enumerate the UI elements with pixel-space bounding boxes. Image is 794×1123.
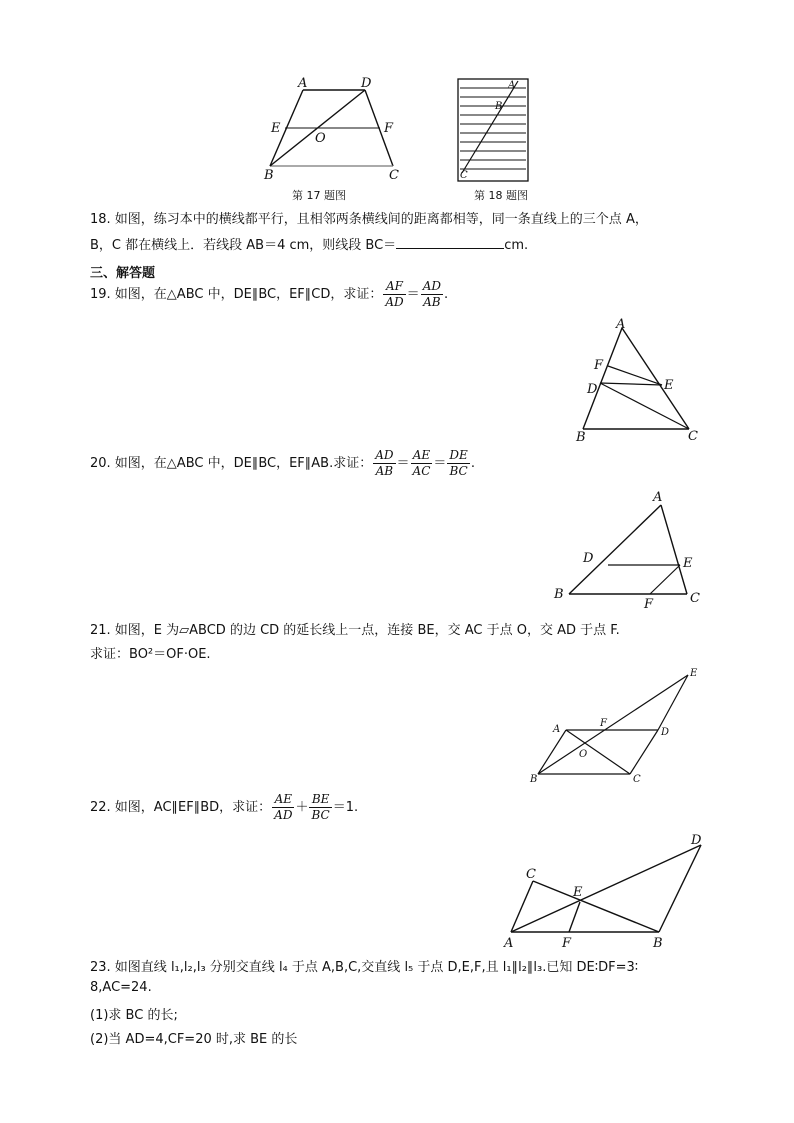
label-C: C — [690, 591, 700, 606]
q22-text: 22. 如图，AC∥EF∥BD，求证： — [90, 800, 272, 815]
label-C: C — [389, 168, 399, 182]
label-O: O — [315, 131, 326, 146]
fraction-ad-ab: $\frac{AD}{AB}$ — [422, 279, 441, 309]
label-D: D — [583, 551, 594, 566]
q20-text: 20. 如图，在△ABC 中，DE∥BC，EF∥AB.求证： — [90, 456, 373, 471]
label-D: D — [691, 833, 702, 848]
label-B: B — [264, 168, 274, 182]
fraction-ae-ac: $\frac{AE}{AC}$ — [412, 448, 431, 478]
caption-fig18: 第 18 题图 — [474, 189, 528, 202]
label-B: B — [576, 430, 586, 444]
label-C: C — [688, 429, 698, 444]
label-E: E — [271, 121, 281, 136]
label-D: D — [361, 76, 372, 91]
figure-20 — [550, 488, 710, 610]
q20-line: 20. 如图，在△ABC 中，DE∥BC，EF∥AB.求证： $\frac{AD}{AB}$ ＝ $\frac{AE}{AC}$ ＝ $\frac{DE}{BC}$ . — [90, 448, 475, 478]
fraction-ae-ad: $\frac{AE}{AD}$ — [274, 792, 293, 822]
section-title: 三、解答题 — [90, 266, 156, 281]
figure-22 — [496, 828, 710, 952]
fraction-be-bc: $\frac{BE}{BC}$ — [311, 792, 330, 822]
label-C: C — [526, 867, 536, 882]
label-E: E — [573, 885, 583, 900]
label-B: B — [653, 936, 663, 951]
q18-line2 — [90, 234, 528, 253]
figure-18 — [456, 77, 534, 183]
label-C: C — [460, 170, 468, 181]
label-F: F — [644, 597, 654, 610]
label-A: A — [298, 76, 308, 91]
label-F: F — [384, 121, 394, 136]
fraction-af-ad: $\frac{AF}{AD}$ — [385, 279, 404, 309]
label-B: B — [530, 774, 538, 785]
q18-line1: 18. 如图，练习本中的横线都平行，且相邻两条横线间的距离都相等，同一条直线上的三个点 A， — [90, 212, 648, 227]
label-E: E — [683, 556, 693, 571]
q18-line2-text: B，C 都在横线上．若线段 AB＝4 cm，则线段 BC＝ — [90, 238, 397, 253]
q19-text: 19. 如图，在△ABC 中，DE∥BC，EF∥CD，求证： — [90, 287, 383, 302]
label-B: B — [554, 587, 564, 602]
label-F: F — [594, 358, 604, 373]
answer-blank — [396, 236, 504, 249]
q22-line: 22. 如图，AC∥EF∥BD，求证： $\frac{AE}{AD}$ ＋ $\frac{BE}{BC}$ ＝1. — [90, 792, 359, 822]
label-A: A — [508, 80, 516, 91]
q19-line: 19. 如图，在△ABC 中，DE∥BC，EF∥CD，求证： $\frac{AF}{AD}$ ＝ $\frac{AD}{AB}$ . — [90, 279, 449, 309]
q23-line1: 23. 如图直线 l₁,l₂,l₃ 分别交直线 l₄ 于点 A,B,C,交直线 l₅ 于点 D,E,F,且 l₁∥l₂∥l₃.已知 DE∶DF=3∶ — [90, 960, 639, 975]
label-O: O — [579, 749, 588, 760]
q21-line1: 21. 如图，E 为▱ABCD 的边 CD 的延长线上一点，连接 BE，交 AC 于点 O，交 AD 于点 F. — [90, 623, 620, 638]
q23-line3: (1)求 BC 的长; — [90, 1008, 178, 1023]
label-F: F — [600, 718, 607, 729]
fraction-de-bc: $\frac{DE}{BC}$ — [449, 448, 468, 478]
label-E: E — [664, 378, 674, 393]
figure-19 — [574, 316, 704, 444]
label-C: C — [633, 774, 641, 785]
label-D: D — [661, 727, 670, 738]
q18-unit: cm. — [504, 238, 529, 253]
label-B: B — [495, 101, 503, 112]
label-A: A — [504, 936, 514, 951]
figure-21 — [526, 662, 706, 790]
figure-17 — [260, 76, 410, 182]
label-F: F — [562, 936, 572, 951]
q21-line2: 求证：BO²＝OF·OE. — [90, 647, 211, 662]
label-E: E — [690, 668, 698, 679]
q23-line4: (2)当 AD=4,CF=20 时,求 BE 的长 — [90, 1032, 298, 1047]
label-A: A — [616, 317, 626, 332]
q23-line2: 8,AC=24. — [90, 980, 152, 995]
fraction-ad-ab: $\frac{AD}{AB}$ — [375, 448, 394, 478]
caption-fig17: 第 17 题图 — [292, 189, 346, 202]
label-D: D — [587, 382, 598, 397]
label-A: A — [653, 490, 663, 505]
label-A: A — [553, 724, 561, 735]
